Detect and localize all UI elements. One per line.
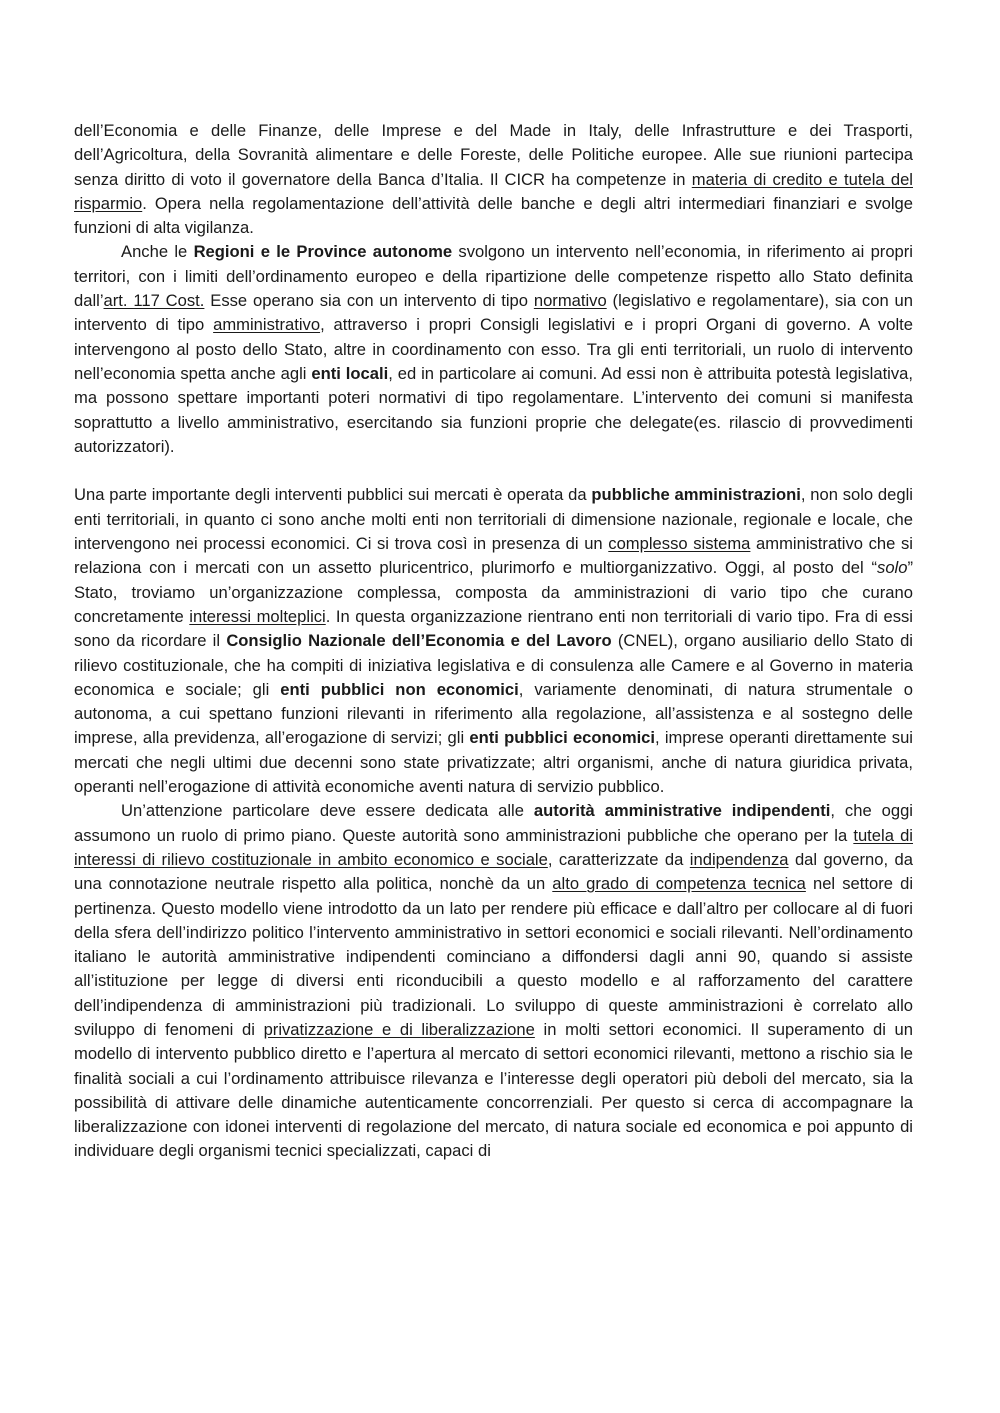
text-run: Anche le	[121, 242, 194, 262]
underlined-text: indipendenza	[689, 849, 789, 869]
bold-term: Regioni e le Province autonome	[193, 242, 453, 262]
underlined-text: materia di credito e tutela del risparmio	[74, 169, 913, 213]
underlined-text: alto grado di competenza tecnica	[552, 874, 806, 894]
underlined-text: art. 117 Cost.	[103, 291, 205, 311]
document-page	[74, 119, 913, 1164]
text-run: svolgono un intervento nell’economia, in riferimento ai propri territori, con i limiti dell’ordinamento europeo e della ripartizione delle competenze rispetto allo Stato definita dall’	[74, 242, 913, 311]
text-run: , imprese operanti direttamente sui mercati che negli ultimi due decenni sono state privatizzate; altri organismi, anche di natura giuridica privata, operanti nell’erogazione di attività economiche aventi natura di servizio pubblico.	[74, 728, 913, 797]
text-run: (CNEL), organo ausiliario dello Stato di rilievo costituzionale, che ha compiti di iniziativa legislativa e di consulenza alle Camere e al Governo in materia economica e sociale; gli	[74, 631, 913, 699]
underlined-text: normativo	[533, 291, 607, 311]
bold-term: autorità amministrative indipendenti	[533, 801, 831, 821]
text-run: , che oggi assumono un ruolo di primo piano. Queste autorità sono amministrazioni pubbliche che operano per la	[74, 801, 913, 845]
paragraph-p3	[74, 483, 913, 799]
text-run: , variamente denominati, di natura strumentale o autonoma, a cui spettano funzioni rilevanti in riferimento alla regolazione, all’assistenza e al sostegno delle imprese, alla previdenza, all’erogazione di servizi; gli	[74, 679, 913, 748]
bold-term: enti locali	[311, 363, 389, 383]
bold-term: Consiglio Nazionale dell’Economia e del Lavoro	[226, 631, 612, 651]
paragraph-p1	[74, 119, 913, 240]
bold-term: enti pubblici non economici	[280, 679, 519, 699]
text-run: . In questa organizzazione rientrano enti non territoriali di vario tipo. Fra di essi sono da ricordare il	[74, 606, 913, 651]
text-run: dal governo, da una connotazione neutrale rispetto alla politica, nonchè da un	[74, 849, 913, 894]
text-run: Un’attenzione particolare deve essere dedicata alle	[121, 801, 534, 821]
text-run: Esse operano sia con un intervento di tipo	[204, 291, 534, 311]
underlined-text: complesso sistema	[608, 534, 751, 554]
text-run: , attraverso i propri Consigli legislativi e i propri Organi di governo. A volte intervengono al posto dello Stato, altre in coordinamento con esso. Tra gli enti territoriali, un ruolo di intervento nell’economia spetta anche agli	[74, 315, 914, 383]
paragraph-p4	[74, 799, 913, 1163]
text-run: in molti settori economici. Il superamento di un modello di intervento pubblico diretto e l’apertura al mercato di settori economici rilevanti, mettono a rischio sia le finalità sociali a cui l’ordinamento attribuisce rilevanza e l’interesse degli operatori più deboli del mercato, sia la possibilità di attivare delle dinamiche autenticamente concorrenziali. Per questo si cerca di accompagnare la liberalizzazione con idonei interventi di regolazione del mercato, di natura sociale ed economica e poi appunto di individuare degli organismi tecnici specializzati, capaci di	[74, 1019, 913, 1161]
text-run: (legislativo e regolamentare), sia con un intervento di tipo	[74, 291, 914, 335]
underlined-text: tutela di interessi di rilievo costituzionale in ambito economico e sociale	[74, 825, 913, 869]
paragraph-p2	[74, 240, 913, 459]
italic-text: solo	[877, 558, 908, 578]
underlined-text: amministrativo	[213, 315, 321, 335]
bold-term: enti pubblici economici	[469, 728, 656, 748]
underlined-text: privatizzazione e di liberalizzazione	[263, 1019, 535, 1039]
underlined-text: interessi molteplici	[189, 606, 326, 626]
text-run: . Opera nella regolamentazione dell’attività delle banche e degli altri intermediari finanziari e svolge funzioni di alta vigilanza.	[74, 193, 913, 238]
text-run: dell’Economia e delle Finanze, delle Imprese e del Made in Italy, delle Infrastrutture e dei Trasporti, dell’Agricoltura, della Sovranità alimentare e delle Foreste, delle Politiche europee. Alle sue riunioni partecipa senza diritto di voto il governatore della Banca d’Italia. Il CICR ha competenze in	[74, 121, 913, 189]
text-run: amministrativo che si relaziona con i mercati con un assetto pluricentrico, plurimorfo e multiorganizzativo. Oggi, al posto del “	[74, 534, 913, 578]
bold-term: pubbliche amministrazioni	[591, 485, 801, 505]
text-run: , caratterizzate da	[547, 849, 690, 869]
text-run: Una parte importante degli interventi pubblici sui mercati è operata da	[74, 485, 592, 505]
text-run: ” Stato, troviamo un’organizzazione complessa, composta da amministrazioni di vario tipo che curano concretamente	[74, 558, 913, 626]
text-run: , non solo degli enti territoriali, in quanto ci sono anche molti enti non territoriali di dimensione nazionale, regionale e locale, che intervengono nei processi economici. Ci si trova così in presenza di un	[74, 485, 913, 554]
text-run: , ed in particolare ai comuni. Ad essi non è attribuita potestà legislativa, ma possono spettare importanti poteri normativi di tipo regolamentare. L’intervento dei comuni si manifesta soprattutto a livello amministrativo, esercitando sia funzioni proprie che delegate(es. rilascio di provvedimenti autorizzatori).	[74, 363, 914, 456]
text-run: nel settore di pertinenza. Questo modello viene introdotto da un lato per rendere più efficace e dall’altro per collocare al di fuori della sfera dell’indirizzo politico l’intervento amministrativo in settori economici e sociali rilevanti. Nell’ordinamento italiano le autorità amministrative indipendenti cominciano a diffondersi dagli anni 90, quando si assiste all’istituzione per legge di diversi enti riconducibili a questo modello e al rafforzamento del carattere dell’indipendenza di amministrazioni più tradizionali. Lo sviluppo di queste amministrazioni è correlato allo sviluppo di fenomeni di	[74, 874, 913, 1039]
